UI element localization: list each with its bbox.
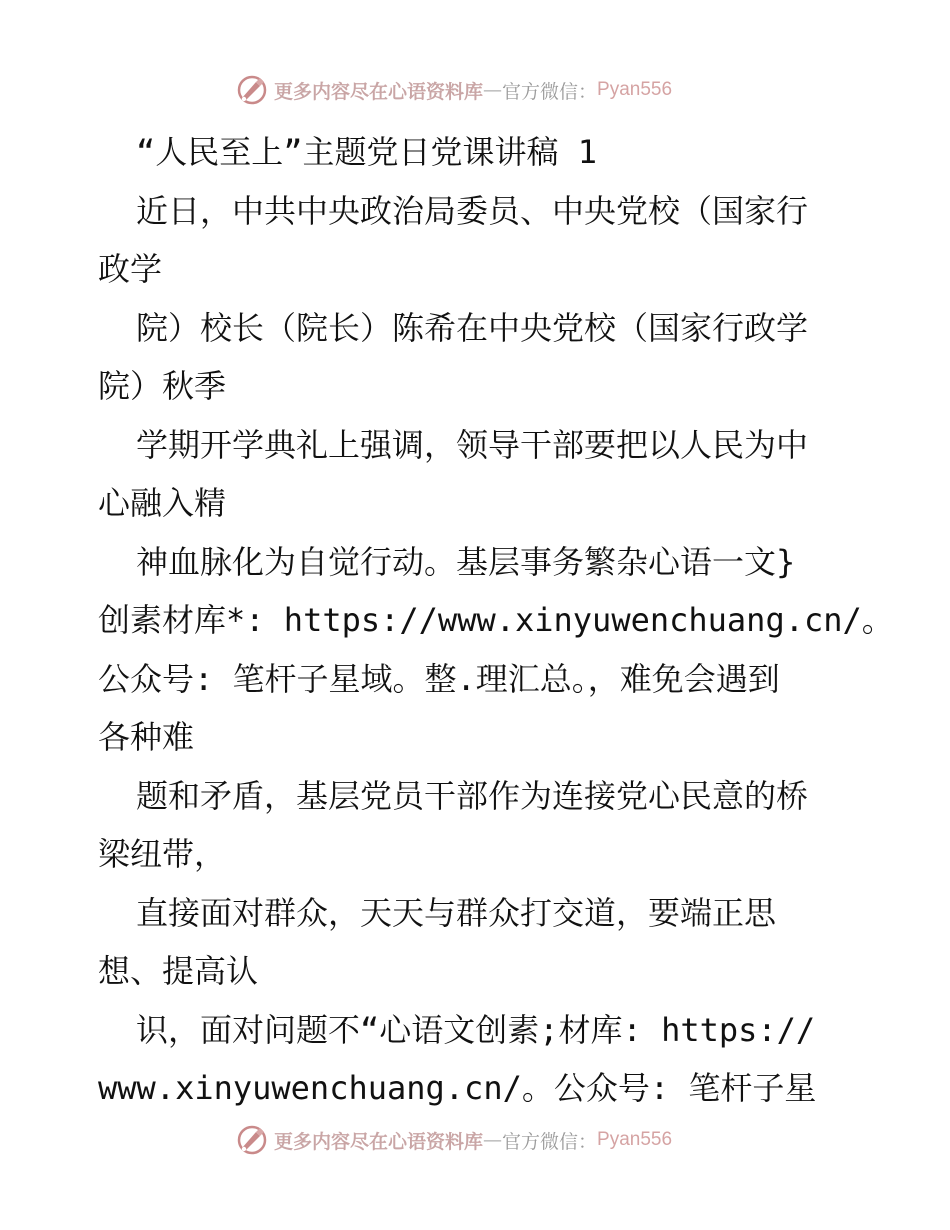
pen-logo-icon — [236, 74, 268, 106]
document-line: 院）校长（院长）陈希在中央党校（国家行政学 — [136, 308, 809, 347]
watermark-separator: — — [483, 1129, 503, 1151]
document-line: 神血脉化为自觉行动。基层事务繁杂心语一文} — [136, 542, 796, 581]
document-line: 公众号: 笔杆子星域。整.理汇总。，难免会遇到 — [98, 659, 780, 698]
document-line: www.xinyuwenchuang.cn/。公众号: 笔杆子星 — [98, 1069, 817, 1107]
pen-logo-icon — [236, 1124, 268, 1156]
document-line: 政学 — [98, 250, 163, 288]
document-body — [98, 123, 894, 1118]
document-line: “人民至上”主题党日党课讲稿 1 — [136, 133, 598, 171]
document-line: 院）秋季 — [98, 367, 227, 405]
document-line: 近日，中共中央政治局委员、中央党校（国家行 — [136, 191, 809, 230]
document-line: 创素材库*: https://www.xinyuwenchuang.cn/。 — [98, 601, 894, 639]
document-line: 各种难 — [98, 718, 195, 756]
footer-watermark — [236, 1123, 736, 1157]
document-line: 心融入精 — [98, 484, 227, 522]
watermark-label: 官方微信： — [502, 1130, 598, 1153]
document-line: 题和矛盾，基层党员干部作为连接党心民意的桥 — [136, 776, 809, 815]
watermark-id: Pyan556 — [597, 1129, 673, 1150]
document-line: 学期开学典礼上强调，领导干部要把以人民为中 — [136, 425, 809, 464]
header-watermark — [236, 73, 736, 107]
document-line: 识，面对问题不“心语文创素;材库: https:// — [136, 1010, 816, 1049]
watermark-separator: — — [483, 79, 503, 101]
watermark-text: 更多内容尽在心语资料库 — [274, 1130, 484, 1153]
watermark-text: 更多内容尽在心语资料库 — [274, 80, 484, 103]
document-line: 梁纽带， — [98, 835, 227, 873]
document-line: 想、提高认 — [98, 952, 259, 990]
watermark-label: 官方微信： — [502, 80, 598, 103]
watermark-id: Pyan556 — [597, 79, 673, 100]
document-line: 直接面对群众，天天与群众打交道，要端正思 — [136, 893, 777, 932]
